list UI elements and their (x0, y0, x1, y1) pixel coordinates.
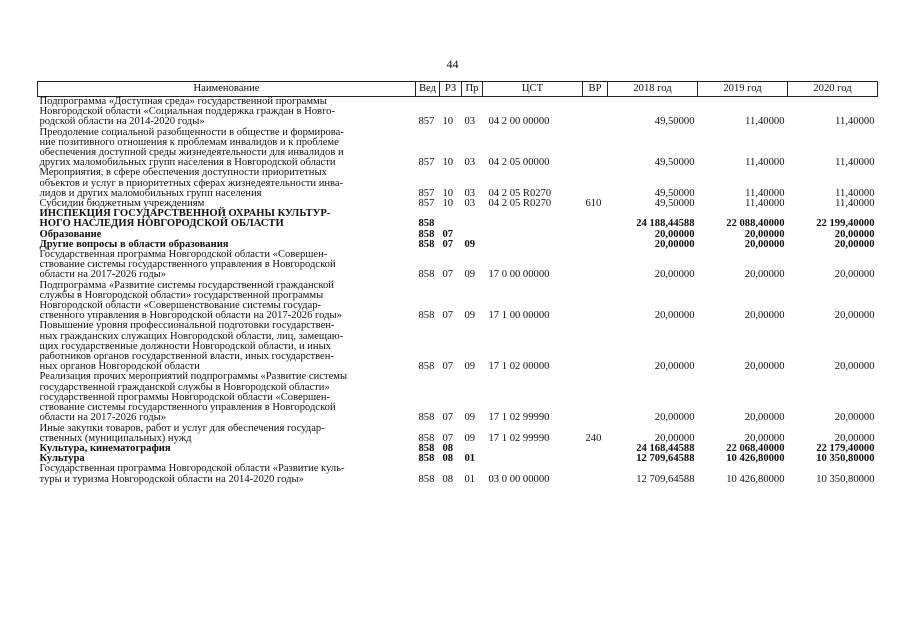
name-line: родской области на 2014-2020 годы» (39, 116, 205, 128)
cell-ved: 858 (418, 238, 435, 250)
cell-vr (583, 372, 608, 423)
cell-pr: 01 (464, 453, 476, 465)
cell-vr (583, 230, 608, 240)
name-line: НОГО НАСЛЕДИЯ НОВГОРОДСКОЙ ОБЛАСТИ (39, 218, 284, 230)
name-line: Подпрограмма «Развитие системы государственной гражданской (39, 279, 334, 291)
cell-2020: 10 350,80000 (816, 473, 875, 485)
cell-2019: 20,00000 (744, 238, 785, 250)
cell-name (38, 128, 416, 169)
cell-ved: 858 (418, 228, 435, 240)
name-line: Культура, кинематография (39, 442, 171, 454)
budget-table (37, 81, 878, 485)
cell-ved: 858 (418, 361, 435, 373)
cell-2019: 20,00000 (744, 310, 785, 322)
cell-name (38, 464, 416, 484)
table-row (38, 424, 878, 444)
cell-name (38, 209, 416, 229)
cell-cst: 04 2 05 R0270 (488, 198, 552, 210)
name-line: ствование системы государственного управления в Новгородской (39, 402, 336, 414)
page-number: 44 (446, 57, 459, 71)
col-header-cst: ЦСТ (483, 82, 583, 97)
cell-2020: 22 199,40000 (816, 218, 875, 230)
cell-2018: 24 168,44588 (636, 442, 695, 454)
name-line: Реализация прочих мероприятий подпрограммы «Развитие системы (39, 371, 348, 383)
name-line: ных гражданских служащих Новгородской области, лиц, замещаю- (39, 330, 344, 342)
cell-cst (483, 209, 583, 229)
cell-pr: 03 (464, 187, 476, 199)
cell-vr (583, 321, 608, 372)
cell-vr (583, 240, 608, 250)
cell-ved: 858 (418, 473, 435, 485)
cell-2020: 11,40000 (835, 116, 875, 128)
cell-2020: 20,00000 (834, 238, 875, 250)
cell-2018: 49,50000 (654, 116, 695, 128)
cell-cst (483, 240, 583, 250)
cell-2020: 11,40000 (835, 157, 875, 169)
cell-name (38, 372, 416, 423)
table-row (38, 321, 878, 372)
cell-cst (483, 444, 583, 454)
cell-2018: 49,50000 (654, 187, 695, 199)
col-header-2019: 2019 год (698, 82, 788, 97)
cell-rz: 08 (442, 442, 454, 454)
col-header-vr: ВР (583, 82, 608, 97)
cell-cst (483, 454, 583, 464)
name-line: Мероприятия, в сфере обеспечения доступности приоритетных (39, 167, 327, 179)
cell-rz: 07 (442, 432, 454, 444)
cell-ved: 858 (418, 432, 435, 444)
cell-rz: 10 (442, 157, 454, 169)
cell-2019: 11,40000 (745, 187, 785, 199)
col-header-pr: Пр (462, 82, 483, 97)
cell-ved: 858 (418, 218, 435, 230)
name-line: работников органов государственной власти, иных государствен- (39, 351, 334, 363)
cell-pr: 09 (464, 432, 476, 444)
cell-name (38, 321, 416, 372)
table-row (38, 168, 878, 199)
cell-rz: 10 (442, 198, 454, 210)
name-line: Иные закупки товаров, работ и услуг для обеспечения государ- (39, 422, 325, 434)
name-line: Другие вопросы в области образования (39, 238, 229, 250)
cell-rz: 08 (442, 473, 454, 485)
cell-ved: 858 (418, 269, 435, 281)
cell-vr (583, 168, 608, 199)
cell-2018: 20,00000 (654, 238, 695, 250)
cell-cst: 04 2 00 00000 (488, 116, 550, 128)
name-line: других маломобильных групп населения в Новгородской области (39, 157, 336, 169)
cell-ved: 857 (418, 157, 435, 169)
cell-cst: 17 1 02 99990 (488, 432, 550, 444)
name-line: Государственная программа Новгородской области «Развитие куль- (39, 463, 345, 475)
table-row (38, 209, 878, 229)
cell-2019: 20,00000 (744, 412, 785, 424)
cell-2018: 20,00000 (654, 361, 695, 373)
cell-pr: 09 (464, 310, 476, 322)
cell-2019: 10 426,80000 (726, 453, 785, 465)
cell-2018: 24 188,44588 (636, 218, 695, 230)
table-row (38, 250, 878, 281)
name-line: ственных (муниципальных) нужд (39, 432, 192, 444)
cell-vr (583, 281, 608, 322)
table-row (38, 281, 878, 322)
cell-cst: 17 1 02 99990 (488, 412, 550, 424)
name-line: Преодоление социальной разобщенности в обществе и формирова- (39, 126, 344, 138)
cell-rz: 07 (442, 238, 454, 250)
cell-pr: 03 (464, 116, 476, 128)
cell-2020: 20,00000 (834, 269, 875, 281)
name-line: ственного управления в Новгородской области на 2017-2026 годы» (39, 310, 342, 322)
name-line: Образование (39, 228, 102, 240)
cell-ved: 857 (418, 116, 435, 128)
cell-2019: 11,40000 (745, 116, 785, 128)
name-line: лидов и других маломобильных групп населения (39, 187, 262, 199)
cell-vr (583, 209, 608, 229)
cell-vr (583, 250, 608, 281)
cell-pr: 09 (464, 361, 476, 373)
cell-2018: 20,00000 (654, 310, 695, 322)
name-line: обеспечения доступной среды жизнедеятельности для инвалидов и (39, 147, 344, 159)
cell-2020: 20,00000 (834, 361, 875, 373)
cell-cst: 17 1 00 00000 (488, 310, 550, 322)
name-line: государственной гражданской службы в Новгородской области» (39, 381, 330, 393)
cell-2019: 20,00000 (744, 269, 785, 281)
cell-2019: 11,40000 (745, 198, 785, 210)
cell-pr: 09 (464, 238, 476, 250)
cell-vr (583, 97, 608, 128)
cell-2019: 22 068,40000 (726, 442, 785, 454)
cell-vr (583, 128, 608, 169)
cell-2018: 49,50000 (654, 198, 695, 210)
cell-pr: 09 (464, 412, 476, 424)
cell-cst: 04 2 05 00000 (488, 157, 550, 169)
col-header-ved: Вед (416, 82, 440, 97)
cell-ved: 858 (418, 412, 435, 424)
cell-vr: 610 (585, 198, 602, 210)
table-row (38, 128, 878, 169)
table-body (38, 97, 878, 485)
cell-2020: 20,00000 (834, 412, 875, 424)
cell-2020: 20,00000 (834, 310, 875, 322)
cell-name (38, 424, 416, 444)
cell-2018: 20,00000 (654, 228, 695, 240)
cell-vr: 240 (585, 432, 602, 444)
cell-2018: 12 709,64588 (636, 473, 695, 485)
cell-2018: 20,00000 (654, 412, 695, 424)
name-line: ние позитивного отношения к проблемам инвалидов и к проблеме (39, 136, 339, 148)
cell-2019: 11,40000 (745, 157, 785, 169)
cell-vr (583, 464, 608, 484)
table-row (38, 97, 878, 128)
cell-pr: 09 (464, 269, 476, 281)
cell-rz: 07 (442, 310, 454, 322)
cell-ved: 858 (418, 453, 435, 465)
cell-pr (462, 209, 483, 229)
name-line: Государственная программа Новгородской области «Совершен- (39, 249, 328, 261)
name-line: ствование системы государственного управления в Новгородской (39, 259, 336, 271)
name-line: Субсидии бюджетным учреждениям (39, 198, 205, 210)
name-line: объектов и услуг в приоритетных сферах жизнедеятельности инва- (39, 177, 344, 189)
cell-rz: 10 (442, 187, 454, 199)
cell-2018: 49,50000 (654, 157, 695, 169)
cell-rz: 07 (442, 412, 454, 424)
cell-ved: 858 (418, 442, 435, 454)
cell-2020: 22 179,40000 (816, 442, 875, 454)
cell-2019: 22 088,40000 (726, 218, 785, 230)
table-row (38, 464, 878, 484)
name-line: Подпрограмма «Доступная среда» государственной программы (39, 96, 327, 107)
cell-name (38, 444, 416, 454)
cell-2018: 12 709,64588 (636, 453, 695, 465)
cell-rz: 08 (442, 453, 454, 465)
cell-pr: 01 (464, 473, 476, 485)
cell-2020: 11,40000 (835, 198, 875, 210)
col-header-2020: 2020 год (788, 82, 878, 97)
cell-rz: 07 (442, 361, 454, 373)
cell-2019: 20,00000 (744, 361, 785, 373)
name-line: области на 2017-2026 годы» (39, 412, 167, 424)
name-line: Культура (39, 453, 85, 465)
cell-cst (483, 230, 583, 240)
cell-cst: 17 0 00 00000 (488, 269, 550, 281)
cell-rz: 07 (442, 228, 454, 240)
table-header (38, 82, 878, 97)
cell-name (38, 97, 416, 128)
name-line: службы в Новгородской области» государственной программы (39, 289, 324, 301)
cell-2020: 11,40000 (835, 187, 875, 199)
cell-2019: 20,00000 (744, 432, 785, 444)
cell-2020: 20,00000 (834, 432, 875, 444)
name-line: ных органов Новгородской области (39, 361, 200, 373)
name-line: щих государственные должности Новгородской области, и иных (39, 340, 332, 352)
cell-2020: 20,00000 (834, 228, 875, 240)
cell-name (38, 250, 416, 281)
cell-cst: 03 0 00 00000 (488, 473, 550, 485)
cell-vr (583, 454, 608, 464)
col-header-name: Наименование (38, 82, 416, 97)
col-header-2018: 2018 год (608, 82, 698, 97)
name-line: Новгородской области «Совершенствование системы государ- (39, 300, 322, 312)
cell-ved: 858 (418, 310, 435, 322)
name-line: государственной программы Новгородской области «Совершен- (39, 391, 331, 403)
cell-2018: 20,00000 (654, 432, 695, 444)
cell-vr (583, 444, 608, 454)
cell-ved: 857 (418, 187, 435, 199)
name-line: ИНСПЕКЦИЯ ГОСУДАРСТВЕННОЙ ОХРАНЫ КУЛЬТУР- (39, 208, 331, 220)
cell-2019: 20,00000 (744, 228, 785, 240)
cell-rz: 07 (442, 269, 454, 281)
cell-name (38, 168, 416, 199)
cell-pr: 03 (464, 157, 476, 169)
cell-2020: 10 350,80000 (816, 453, 875, 465)
name-line: области на 2017-2026 годы» (39, 269, 167, 281)
cell-cst: 17 1 02 00000 (488, 361, 550, 373)
cell-rz: 10 (442, 116, 454, 128)
cell-rz (440, 209, 462, 229)
name-line: туры и туризма Новгородской области на 2014-2020 годы» (39, 473, 304, 485)
cell-name (38, 281, 416, 322)
cell-pr: 03 (464, 198, 476, 210)
name-line: Новгородской области «Социальная поддержка граждан в Новго- (39, 106, 335, 118)
cell-ved: 857 (418, 198, 435, 210)
name-line: Повышение уровня профессиональной подготовки государствен- (39, 320, 335, 332)
cell-2018: 20,00000 (654, 269, 695, 281)
cell-2019: 10 426,80000 (726, 473, 785, 485)
table-row (38, 372, 878, 423)
cell-cst: 04 2 05 R0270 (488, 187, 552, 199)
col-header-rz: РЗ (440, 82, 462, 97)
